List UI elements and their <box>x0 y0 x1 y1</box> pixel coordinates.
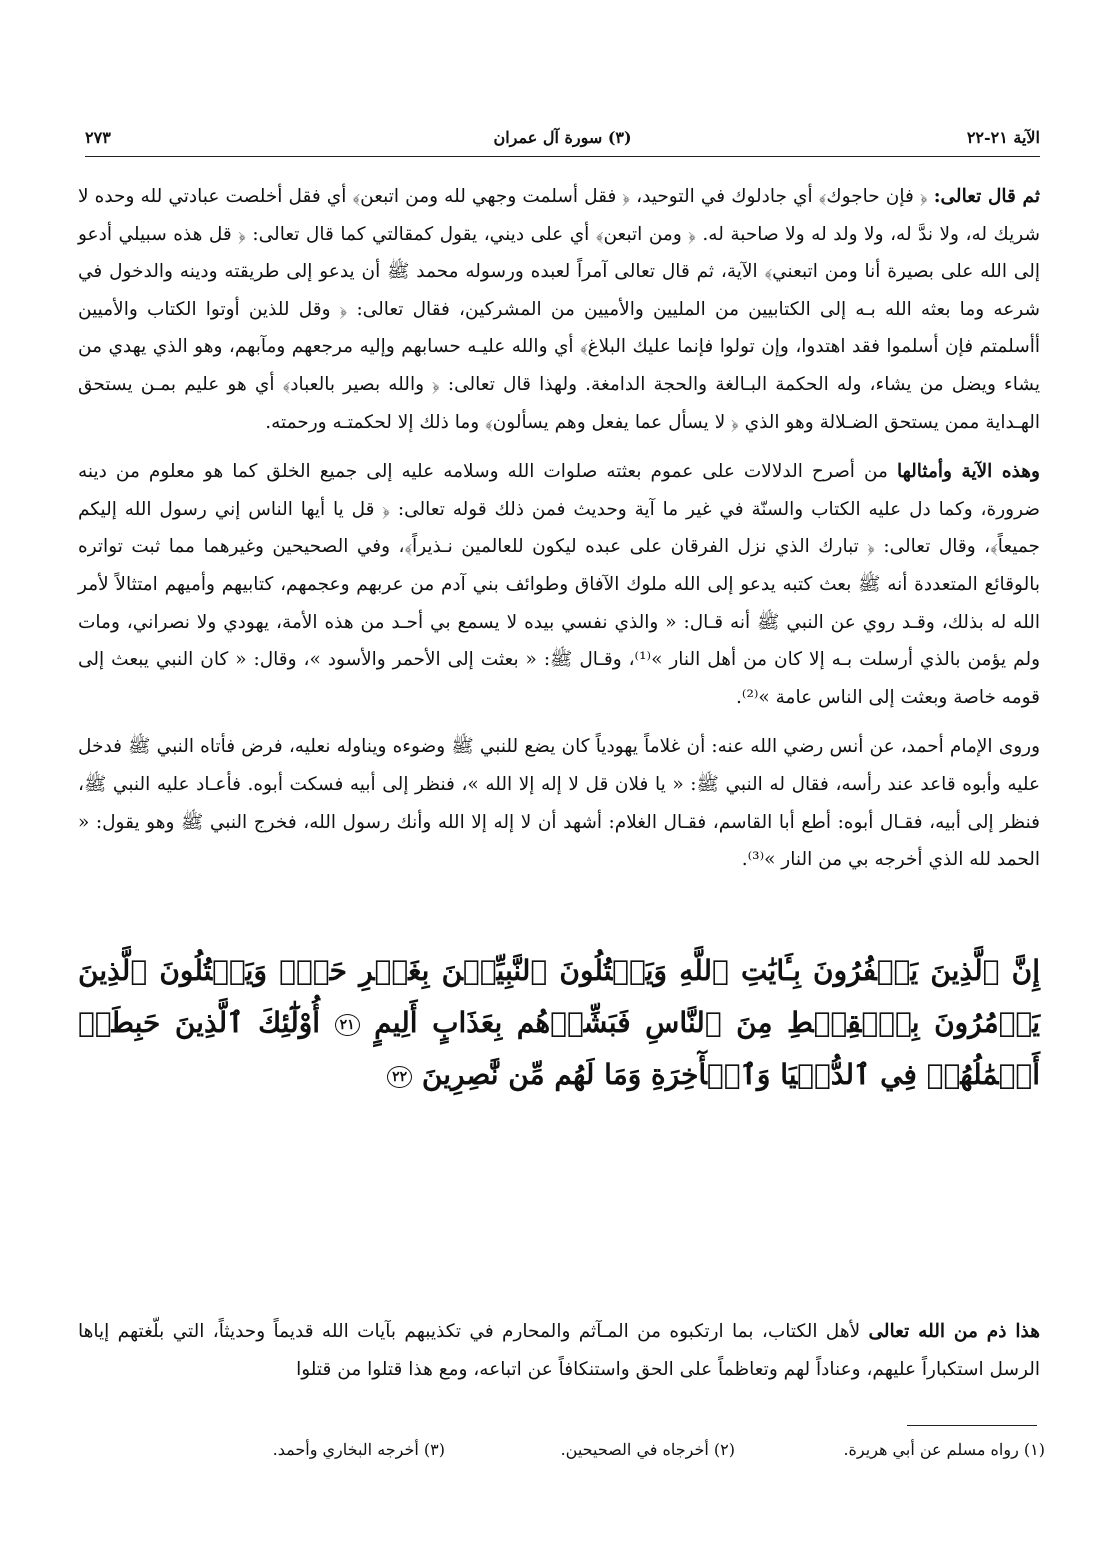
paragraph-text: لأهل الكتاب، بما ارتكبوه من المـآثم والمحارم في تكذيبهم بآيات الله قديماً وحديثاً، التي بلّغتهم إياها الرسل استكباراً عليهم، وعناداً لهم وتعاظماً على الحق واستنكافاً عن اتباعه، ومع هذا قتلوا من قتلوا <box>78 1321 1040 1380</box>
footnote-1: (١) رواه مسلم عن أبي هريرة. <box>843 1440 1045 1459</box>
footnote-2: (٢) أخرجاه في الصحيحين. <box>560 1440 735 1459</box>
verse-line-2b: أُوْلَٰٓئِكَ ٱلَّذِينَ حَبِطَتۡ أَعۡمَٰلُهُمۡ فِي ٱلدُّنۡيَا وَٱلۡأٓخِرَةِ وَمَا لَهُم مِّن نَّٰصِرِينَ <box>78 1006 1040 1091</box>
paragraph-3 <box>78 728 1040 878</box>
paragraph-text: من أصرح الدلالات على عموم بعثته صلوات الله وسلامه عليه إلى جميع الخلق كما هو معلوم من دينه ضرورة، وكما دل عليه الكتاب والسنّة في غير ما آية وحديث فمن ذلك قوله تعالى: ﴿ قل يا أيها الناس إني رسول الله إليكم جميعاً﴾، وقال تعالى: ﴿ تبارك الذي نزل الفرقان على عبده ليكون للعالمين نـذيراً﴾، وفي الصحيحين وغيرهما مما ثبت تواتره بالوقائع المتعددة أنه ﷺ بعث كتبه يدعو إلى الله ملوك الآفاق وطوائف بني آدم من عربهم وعجمهم، كتابيهم وأميهم امتثالاً لأمر الله له بذلك، وقـد روي عن النبي ﷺ أنه قـال: « والذي نفسي بيده لا يسمع بي أحـد من هذه الأمة، يهودي ولا نصراني، ومات ولم يؤمن بالذي أرسلت بـه إلا كان من أهل النار »⁽¹⁾، وقـال ﷺ: « بعثت إلى الأحمر والأسود »، وقال: « كان النبي يبعث إلى قومه خاصة وبعثت إلى الناس عامة »⁽²⁾. <box>78 461 1041 708</box>
verse-range: الآية ٢١-٢٢ <box>966 128 1040 147</box>
quran-verse <box>78 945 1040 1101</box>
paragraph-text: وروى الإمام أحمد، عن أنس رضي الله عنه: أن غلاماً يهودياً كان يضع للنبي ﷺ وضوءه ويناوله نعليه، فرض فأتاه النبي ﷺ فدخل عليه وأبوه قاعد عند رأسه، فقال له النبي ﷺ: « يا فلان قل لا إله إلا الله »، فنظر إلى أبيه فسكت أبوه. فأعـاد عليه النبي ﷺ، فنظر إلى أبيه، فقـال أبوه: أطع أبا القاسم، فقـال الغلام: أشهد أن لا إله إلا الله وأنك رسول الله، فخرج النبي ﷺ وهو يقول: « الحمد لله الذي أخرجه بي من النار »⁽³⁾. <box>78 736 1040 871</box>
paragraph-lead: ثم قال تعالى: <box>933 186 1040 207</box>
footnotes <box>200 1440 1045 1470</box>
verse-line-1: إِنَّ ٱلَّذِينَ يَكۡفُرُونَ بِـَٔايَٰتِ ٱللَّهِ وَيَقۡتُلُونَ ٱلنَّبِيِّـۧنَ بِغَيۡرِ حَقّٖ وَيَقۡتُلُونَ ٱلَّذِينَ يَأۡمُرُونَ بِٱلۡقِسۡطِ مِنَ ٱلنَّاسِ <box>78 954 1041 1039</box>
ayah-number-mark: ٢٢ <box>387 1066 412 1088</box>
verse-line-2a: فَبَشِّرۡهُم بِعَذَابٍ أَلِيمٍ <box>374 1006 631 1039</box>
paragraph-4 <box>78 1313 1040 1388</box>
commentary-continuation <box>78 1313 1040 1388</box>
surah-title: (٣) سورة آل عمران <box>493 128 632 147</box>
header-divider <box>85 156 1040 157</box>
commentary-body <box>78 178 1040 879</box>
ayah-number-mark: ٢١ <box>335 1014 360 1036</box>
footnote-divider <box>907 1425 1037 1426</box>
paragraph-lead: وهذه الآية وأمثالها <box>896 461 1040 483</box>
paragraph-lead: هذا ذم من الله تعالى <box>868 1321 1040 1342</box>
page-number: ٢٧٣ <box>85 128 111 147</box>
paragraph-2 <box>78 453 1040 716</box>
paragraph-1 <box>78 178 1040 441</box>
paragraph-text: ﴿ فإن حاجوك﴾ أي جادلوك في التوحيد، ﴿ فقل أسلمت وجهي لله ومن اتبعن﴾ أي فقل أخلصت عبادتي لله وحده لا شريك له، ولا ندَّ له، ولا ولد له ولا صاحبة له. ﴿ ومن اتبعن﴾ أي على ديني، يقول كمقالتي كما قال تعالى: ﴿ قل هذه سبيلي أدعو إلى الله على بصيرة أنا ومن اتبعني﴾ الآية، ثم قال تعالى آمراً لعبده ورسوله محمد ﷺ أن يدعو إلى طريقته ودينه والدخول في شرعه وما بعثه الله بـه إلى الكتابيين من المليين والأميين من المشركين، فقال تعالى: ﴿ وقل للذين أوتوا الكتاب والأميين أأسلمتم فإن أسلموا فقد اهتدوا، وإن تولوا فإنما عليك البلاغ﴾ أي والله عليـه حسابهم وإليه مرجعهم ومآبهم، وهو الذي يهدي من يشاء ويضل من يشاء، وله الحكمة البـالغة والحجة الدامغة. ولهذا قال تعالى: ﴿ والله بصير بالعباد﴾ أي هو عليم بمـن يستحق الهـداية ممن يستحق الضـلالة وهو الذي ﴿ لا يسأل عما يفعل وهم يسألون﴾ وما ذلك إلا لحكمتـه ورحمته. <box>78 186 1040 433</box>
page-header <box>85 128 1040 154</box>
footnote-3: (٣) أخرجه البخاري وأحمد. <box>272 1440 445 1459</box>
